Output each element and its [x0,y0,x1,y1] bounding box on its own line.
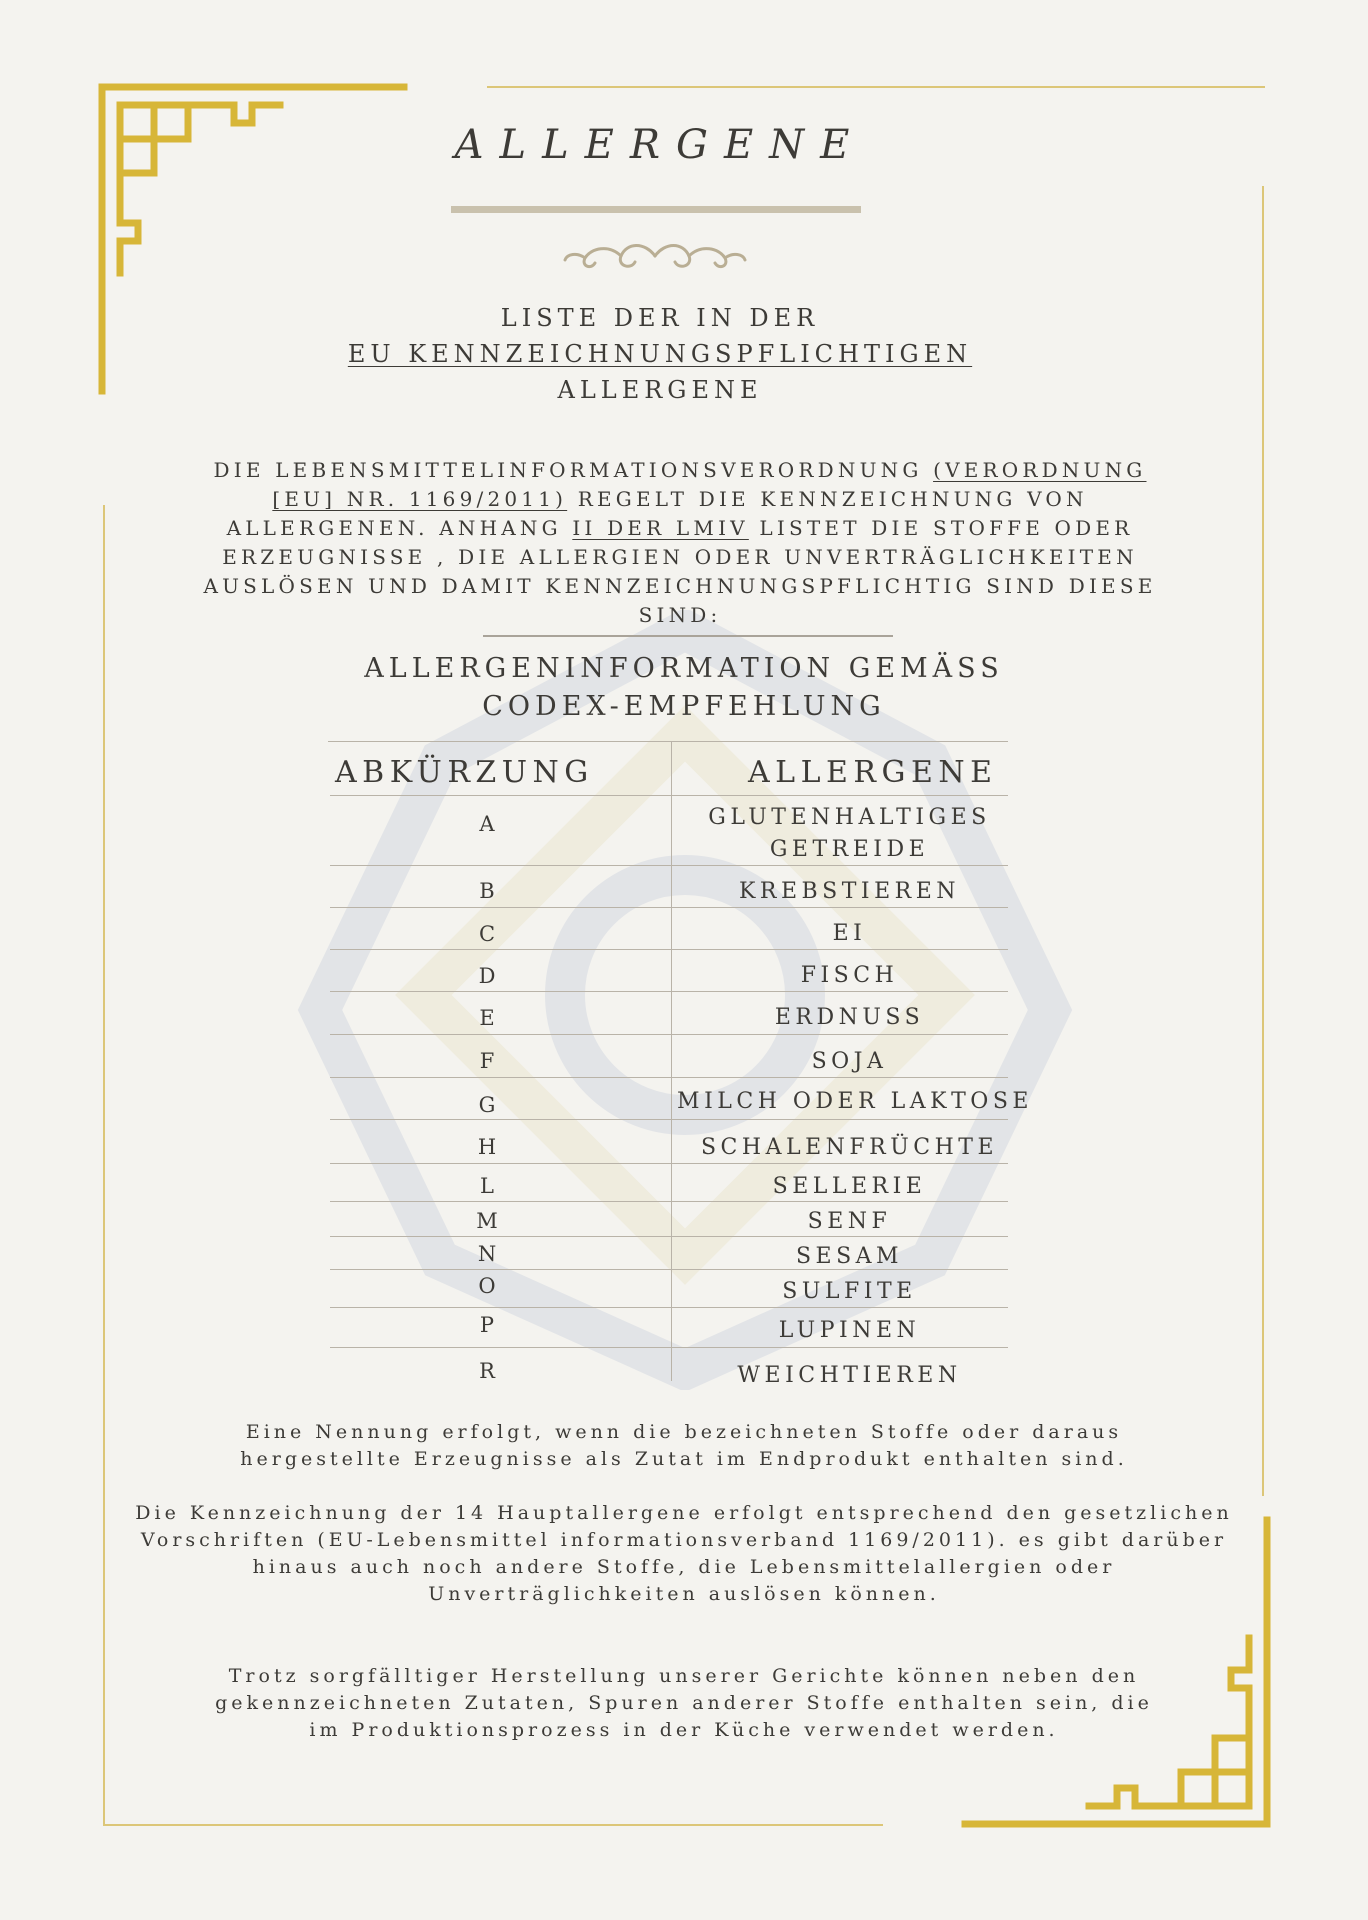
table-row-line [330,949,1008,950]
row-allergen: LUPINEN [778,1318,921,1343]
row-allergen: SULFITE [782,1279,917,1304]
row-code: P [479,1313,497,1337]
row-code: H [477,1135,499,1159]
watermark-ornament [170,610,1200,1390]
row-allergen: ERDNUSS [774,1005,925,1030]
intro-text-3: LISTET DIE STOFFE ODER ERZEUGNISSE , DIE ALLERGIEN ODER UNVERTRÄGLICHKEITEN AUSLÖSEN UND DAMIT KENNZEICHNUNGSPFLICHTIG SIND DIESE SIND: [203,516,1157,627]
regulation-link[interactable]: (VERORDNUNG [EU] NR. 1169/2011) [272,458,1147,511]
table-row-line [330,865,1008,866]
row-code: M [476,1209,500,1233]
row-allergen: FISCH [800,963,899,988]
subtitle-line-2: EU KENNZEICHNUNGSPFLICHTIGEN [347,340,973,368]
row-allergen: EI [832,921,867,946]
intro-divider [483,635,893,637]
row-code: C [478,922,498,946]
section-heading [0,650,1368,726]
table-row-line [330,1347,1008,1348]
intro-text-2: REGELT DIE KENNZEICHNUNG VON ALLERGENEN. ANHANG [226,487,1088,540]
intro-text-1: DIE LEBENSMITTELINFORMATIONSVERORDNUNG [213,458,934,482]
note-paragraph-1: Eine Nennung erfolgt, wenn die bezeichneten Stoffe oder daraus hergestellte Erzeugnisse als Zutat im Endprodukt enthalten sind. [240,1421,1128,1470]
table-row-line [330,1119,1008,1120]
row-allergen: SENF [807,1209,892,1234]
table-row-line [330,795,1008,796]
row-code: F [479,1049,497,1073]
row-allergen: SESAM [795,1244,904,1269]
row-allergen: KREBSTIEREN [738,879,961,904]
table-row-line [330,1034,1008,1035]
row-code: G [478,1093,498,1117]
subtitle-line-3: ALLERGENE [557,376,763,404]
table-row-line [330,1269,1008,1270]
table-row-line [330,1236,1008,1237]
row-code: O [478,1274,498,1298]
section-heading-line-2: CODEX-EMPFEHLUNG [482,691,886,722]
page-title: ALLERGENE [454,122,866,168]
table-row-line [330,1307,1008,1308]
table-top-rule [328,741,1008,742]
row-code: N [477,1242,499,1266]
row-code: D [478,964,498,988]
table-header-allergens: ALLERGENE [748,755,998,790]
title-underline [451,206,861,213]
row-code: E [479,1006,497,1030]
flourish-ornament [560,238,750,274]
frame-bottom-line [103,1824,883,1826]
table-row-line [330,1163,1008,1164]
section-heading-line-1: ALLERGENINFORMATION GEMÄSS [364,653,1004,684]
row-code: L [480,1174,496,1198]
intro-paragraph [180,456,1180,630]
row-allergen [672,802,1027,866]
row-code: R [479,1359,497,1383]
lmiv-annex-link[interactable]: II DER LMIV [572,516,749,540]
subtitle-line-1: LISTE DER IN DER [500,304,820,332]
subtitle [0,300,1320,408]
table-row-line [330,1201,1008,1202]
row-code: B [479,879,497,903]
table-row-line [330,991,1008,992]
row-allergen: WEICHTIEREN [737,1363,962,1388]
table-header-abbreviation: ABKÜRZUNG [335,755,594,790]
note-paragraph-2: Die Kennzeichnung der 14 Hauptallergene erfolgt entsprechend den gesetzlichen Vorschriften (EU-Lebensmittel informationsverband 1169/2011). es gibt darüber hinaus auch noch andere Stoffe, die Lebensmittelallergien oder Unverträglichkeiten auslösen können. [135,1502,1233,1605]
row-allergen: SOJA [811,1049,888,1074]
table-row-line [330,1077,1008,1078]
note-paragraph-3: Trotz sorgfälltiger Herstellung unserer Gerichte können neben den gekennzeichneten Zutaten, Spuren anderer Stoffe enthalten sein, die im Produktionsprozess in der Küche verwendet werden. [215,1665,1153,1741]
row-allergen: MILCH ODER LAKTOSE [677,1089,1033,1114]
row-allergen: SCHALENFRÜCHTE [700,1135,999,1160]
frame-top-line [487,86,1265,88]
row-allergen-line-1: GLUTENHALTIGES [708,805,991,830]
row-allergen-line-2: GETREIDE [769,837,930,862]
row-allergen: SELLERIE [772,1174,927,1199]
table-row-line [330,907,1008,908]
row-code: A [479,812,497,836]
